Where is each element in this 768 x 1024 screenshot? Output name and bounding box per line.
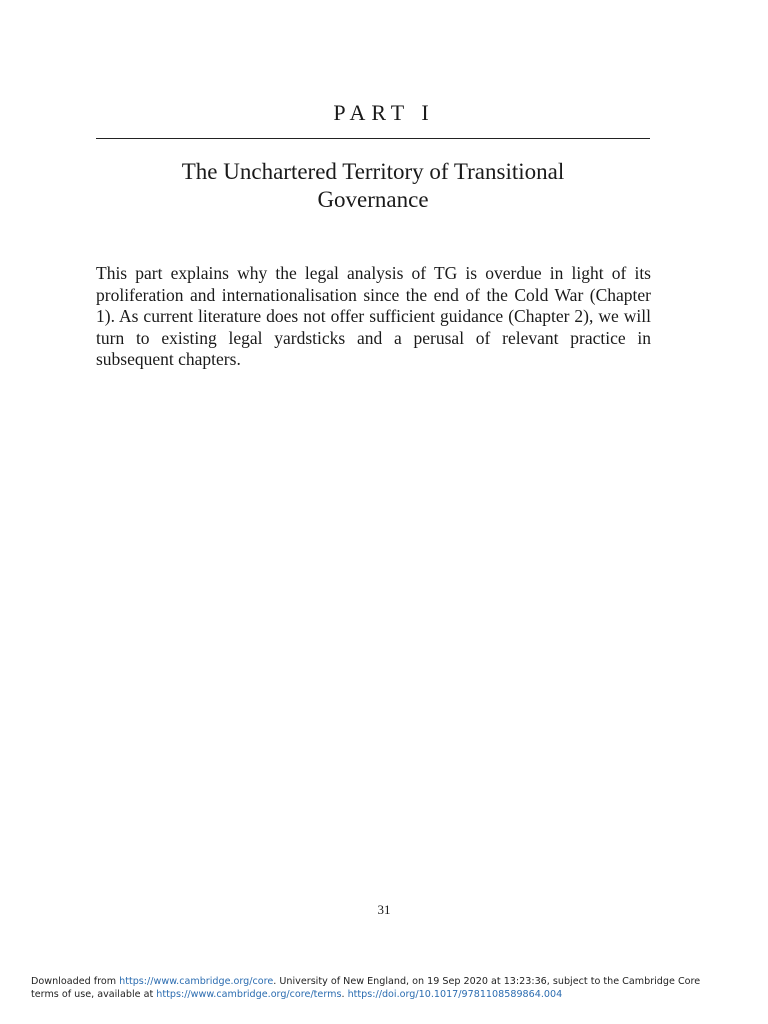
intro-paragraph: This part explains why the legal analysis of TG is overdue in light of its proliferation and internationalisation since the end of the Cold War (Chapter 1). As current literature does not offer sufficient guidance (Chapter 2), we will turn to existing legal yardsticks and a perusal of relevant practice in subsequent chapters. (96, 263, 651, 369)
footer-downloaded-from: Downloaded from (31, 976, 120, 987)
download-footer (31, 975, 761, 1001)
part-title-line1: The Unchartered Territory of Transitional (181, 159, 565, 184)
page-number: 31 (377, 902, 391, 917)
doi-link[interactable]: https://doi.org/10.1017/9781108589864.004 (347, 989, 563, 1000)
footer-text-1: . University of New England, on 19 Sep 2020 at 13:23:36, subject to the Cambridge Core (273, 976, 701, 987)
part-label: PART I (333, 100, 435, 125)
part-title-line2: Governance (317, 187, 429, 212)
part-title (96, 158, 650, 214)
footer-text-2: terms of use, available at (31, 989, 157, 1000)
footer-text-3: . (341, 989, 348, 1000)
terms-link[interactable]: https://www.cambridge.org/core/terms (156, 989, 342, 1000)
cambridge-core-link[interactable]: https://www.cambridge.org/core (119, 976, 274, 987)
title-divider (96, 138, 650, 139)
